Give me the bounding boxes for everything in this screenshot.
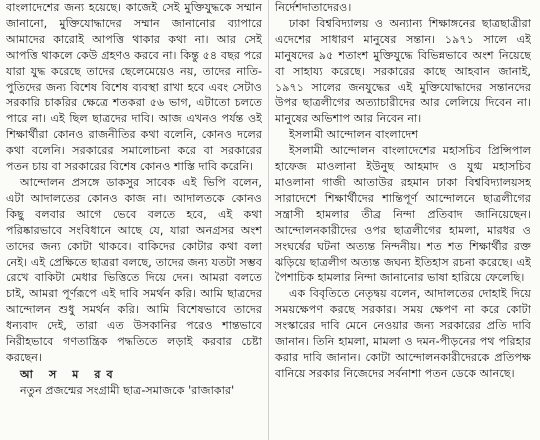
section-heading: ইসলামী আন্দোলন বাংলাদেশ <box>289 128 418 142</box>
paragraph: নির্দেশদাতাদেরও। <box>275 1 352 14</box>
right-column <box>269 0 531 440</box>
paragraph: ইসলামী আন্দোলন বাংলাদেশের মহাসচিব প্রিন্সিপাল হাফেজ মাওলানা ইউনুছ আহমাদ ও যুগ্ম মহাসচিব মাওলানা গাজী আতাউর রহমান ঢাকা বিশ্ববিদ্যালয়সহ সারাদেশে শিক্ষার্থীদের শান্তিপূর্ণ আন্দোলনে ছাত্রলীগের সন্ত্রাসী হামলার তীব্র নিন্দা প্রতিবাদ জানিয়েছেন। আন্দোলনকারীদের ওপর ছাত্রলীগের হামলা, মারধর ও সংঘর্ষের ঘটনা অত্যন্ত নিন্দনীয়। শত শত শিক্ষার্থীর রক্ত ঝড়িয়ে ছাত্রলীগ অত্যন্ত জঘন্য ইতিহাস রচনা করেছে। এই পৈশাচিক হামলার নিন্দা জানানোর ভাষা হারিয়ে ফেলেছি। <box>275 144 531 285</box>
paragraph: আন্দোলন প্রসঙ্গে ডাকসুর সাবেক এই ভিপি বলেন, এটা আদালতের কোনও কাজ না। আদালতকে কোনও কিছু বলবার আগে ভেবে বলতে হবে, এই কথা পরিষ্কারভাবে সংবিধানে আছে যে, যারা অনগ্রসর অংশ তাদের জন্য কোটা থাকবে। বাকিদের কোটার কথা বলা নেই। এই প্রেক্ষিতে ছাত্ররা বলছে, তাদের জন্য যতটা সম্ভব রেখে বাকিটা মেধার ভিত্তিতে দিয়ে দেন। আমরা বলতে চাই, আমরা পূর্ণরূপে এই দাবি সমর্থন করি। আমি ছাত্রদের আন্দোলন শুধু সমর্থন করি। আমি বিশেষভাবে তাদের ধন্যবাদ দেই, তারা এত উসকানির পরেও শান্তভাবে নিরীহভাবে গণতান্ত্রিক পদ্ধতিতে লড়াই করবার চেষ্টা করছেন। <box>6 175 262 364</box>
left-column <box>6 0 268 440</box>
paragraph: এক বিবৃতিতে নেতৃদ্বয় বলেন, আদালতের দোহাই দিয়ে সময়ক্ষেপণ করছে সরকার। সময় ক্ষেপণ না করে কোটা সংস্কারের দাবি মেনে নেওয়ার জন্য সরকারের প্রতি দাবি জানান। তিনি হামলা, মামলা ও দমন-পীড়নের পথ পরিহার করার দাবি জানান। কোটা আন্দোলনকারীদেরকে প্রতিপক্ষ বানিয়ে সরকার নিজেদের সর্বনাশা পতন ডেকে আনছে। <box>275 287 531 380</box>
paragraph: বাংলাদেশের জন্য হয়েছে। কাজেই সেই মুক্তিযুদ্ধকে সম্মান জানানো, মুক্তিযোদ্ধাদের সম্মান জানানোর ব্যাপারে আমাদের কারোই আপত্তি থাকার কথা না। আর সেই আপত্তি থাকলে কেউ গ্রহণও করবে না। কিন্তু ৫৪ বছর পরে যারা যুদ্ধ করেছে তাদের ছেলেমেয়েও নয়, তাদের নাতি-পুতিদের জন্য বিশেষ বিশেষ ব্যবস্থা রাখা হবে এবং সেটাও সরকারি চাকরির ক্ষেত্রে শতকরা ৫৬ ভাগ, এটাতো চলতে পারে না। এই ছিল ছাত্রদের দাবি। আজ এখনও পর্যন্ত ওই শিক্ষার্থীরা কোনও রাজনীতির কথা বলেনি, কোনও দলের কথা বলেনি। সরকারের সমালোচনা করে বা সরকারের পতন চায় বা সরকারের বিশেষ কোনও শাস্তি দাবি করেনি। <box>6 1 262 174</box>
byline-heading: আ স ম রব <box>20 367 119 381</box>
paragraph: নতুন প্রজন্মের সংগ্রামী ছাত্র-সমাজকে 'রাজাকার' <box>20 383 235 397</box>
paragraph: ঢাকা বিশ্ববিদ্যালয় ও অন্যান্য শিক্ষাঙ্গনের ছাত্রছাত্রীরা এদেশের সাধারণ মানুষের সন্তান। ১৯৭১ সালে এই মানুষদের ৯৫ শতাংশ মুক্তিযুদ্ধে বিভিন্নভাবে অংশ নিয়েছে বা সাহায্য করেছে। সরকারের কাছে আহবান জানাই, ১৯৭১ সালের জনযুদ্ধের এই মুক্তিযোদ্ধাদের সন্তানদের উপর ছাত্রলীগের অত্যাচারীদের আর লেলিয়ে দিবেন না। মানুষের অভিশাপ আর নিবেন না। <box>275 16 531 126</box>
